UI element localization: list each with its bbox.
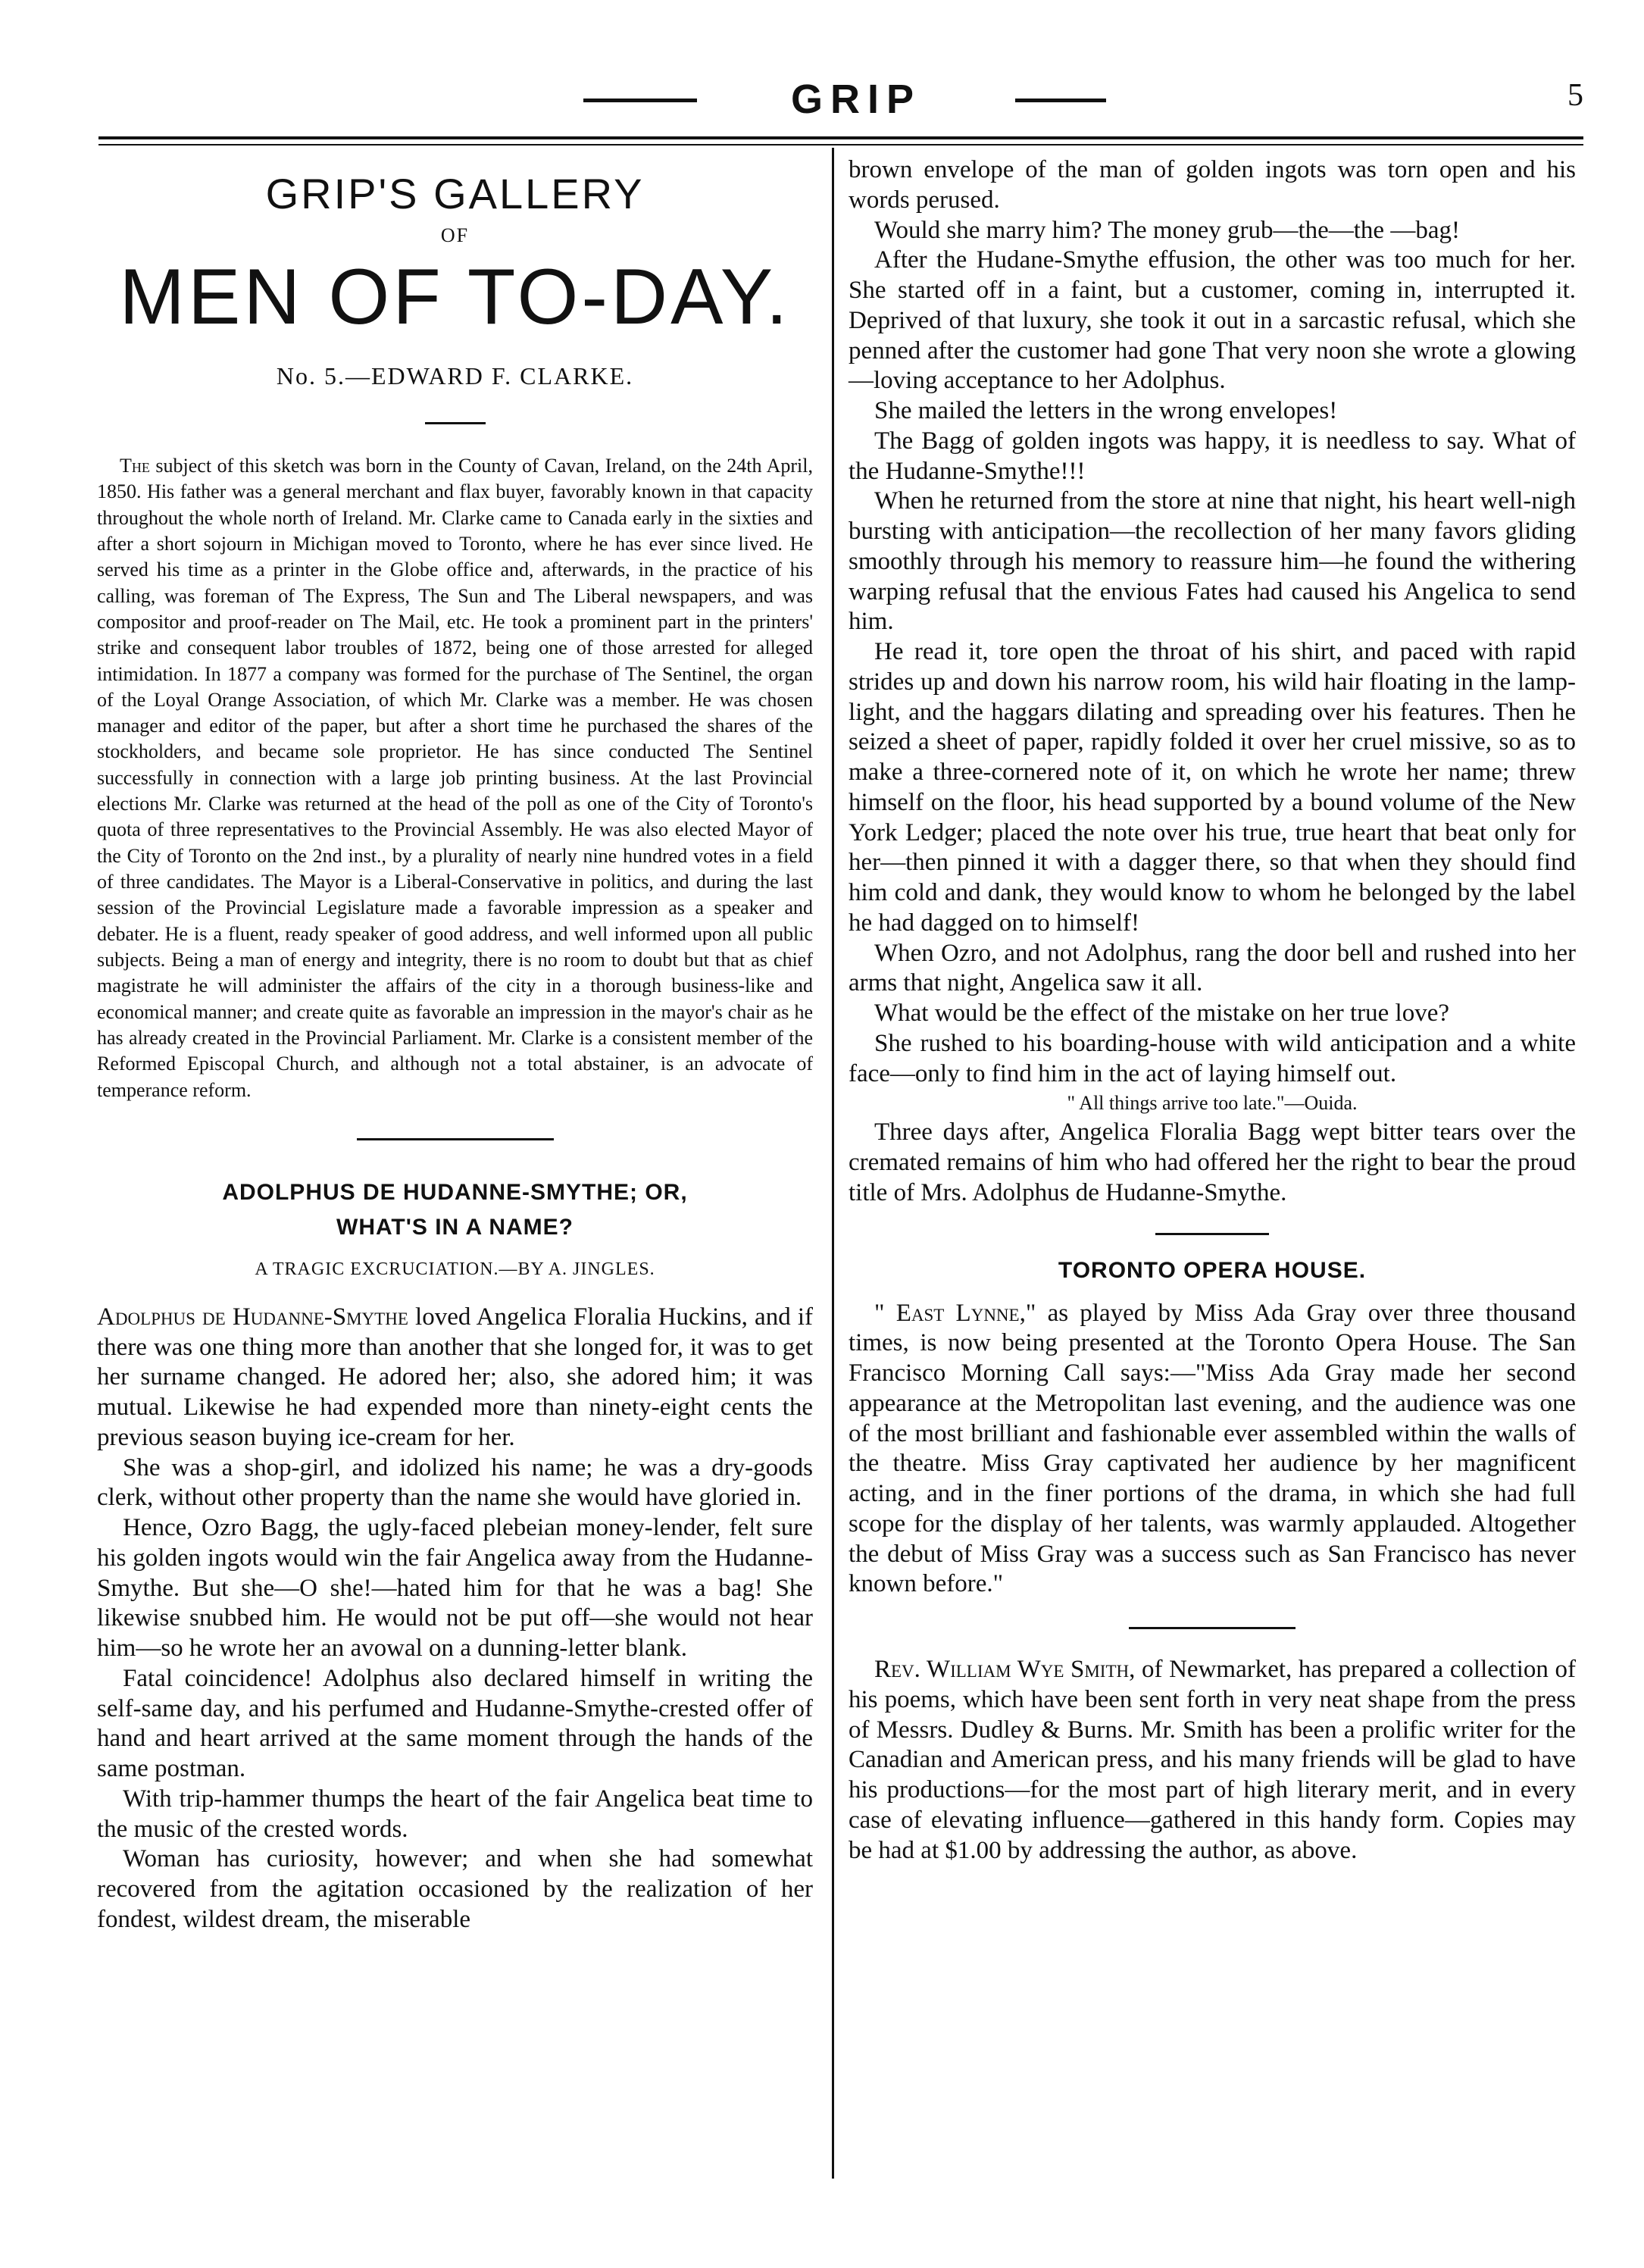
smith-text: of Newmarket, has prepared a collection of his poems, which have been sent forth in very neat shape from the press of Messrs. Dudley & Burns. Mr. Smith has been a prolific writer for the Canadian and American press, and his many friends will be glad to have his productions—for the most part of high literary merit, and in every case of elevating influence—gathered in this handy form. Copies may be had at $1.00 by addressing the author, as above.: [849, 1656, 1576, 1864]
story-paragraph: She was a shop-girl, and idolized his name; he was a dry-goods clerk, without other property than the name she would have gloried in.: [97, 1453, 813, 1512]
clarke-sketch: [97, 453, 813, 1103]
clarke-text: subject of this sketch was born in the County of Cavan, Ireland, on the 24th April, 1850. His father was a general merchant and flax buyer, favorably known in that capacity throughout the whole north of Ireland. Mr. Clarke came to Canada early in the sixties and after a short sojourn in Michigan moved to Toronto, where he has ever since lived. He served his time as a printer in the Globe office and, afterwards, in the practice of his calling, was foreman of The Express, The Sun and The Liberal newspapers, and was compositor and proof-reader on The Mail, etc. He took a prominent part in the printers' strike and consequent labor troubles of 1872, being one of those arrested for alleged intimidation. In 1877 a company was formed for the purchase of The Sentinel, the organ of the Loyal Orange Association, of which Mr. Clarke was a member. He was chosen manager and editor of the paper, but after a short time he purchased the shares of the stockholders, and became sole proprietor. He has since conducted The Sentinel successfully in connection with a large job printing business. At the last Provincial elections Mr. Clarke was returned at the head of the poll as one of the City of Toronto's quota of three representatives to the Provincial Assembly. He was also elected Mayor of the City of Toronto on the 2nd inst., by a plurality of nearly nine hundred votes in a field of three candidates. The Mayor is a Liberal-Conservative in politics, and during the last session of the Provincial Legislature made a favorable impression as a speaker and debater. He is a fluent, ready speaker of good address, and well informed upon all public subjects. Being a man of energy and integrity, there is no room to doubt but that as chief magistrate he will administer the affairs of the city in a thorough business-like and economical manner; and create quite as favorable an impression in the mayor's chair as he has already created in the Provincial Parliament. Mr. Clarke is a consistent member of the Reformed Episcopal Church, and although not a total abstainer, is an advocate of temperance reform.: [97, 455, 813, 1101]
story-paragraph: Woman has curiosity, however; and when she had somewhat recovered from the agitation occasioned by the realization of her fondest, wildest dream, the miserable: [97, 1845, 813, 1933]
story-subtitle: A TRAGIC EXCRUCIATION.—BY A. JINGLES.: [255, 1259, 655, 1279]
section-rule: [1129, 1627, 1296, 1629]
story-text: loved Angelica Floralia Huckins, and if there was one thing more than another that she longed for, it was to get her surname changed. He adored her; also, she adored him; it was mutual. Likewise he had expended more than ninety-eight cents the previous season buying ice-cream for her.: [97, 1303, 814, 1451]
story-title-line2: WHAT'S IN A NAME?: [336, 1215, 574, 1240]
story-paragraph: He read it, tore open the throat of his shirt, and paced with rapid strides up and down his narrow room, his wild hair floating in the lamp-light, and the haggars dilating and spreading over his features. Then he seized a sheet of paper, rapidly folded it over her cruel missive, so as to make a three-cornered note of it, on which he wrote her name; threw himself on the floor, his head supported by a bound volume of the New York Ledger; placed the note over his true, true heart that beat only for her—then pinned it with a dagger there, so that when they should find him cold and dank, they would know to whom he belonged by the label he had dagged on to himself!: [849, 638, 1576, 937]
story-paragraph: With trip-hammer thumps the heart of the fair Angelica beat time to the music of the crested words.: [97, 1785, 813, 1843]
story-paragraph: brown envelope of the man of golden ingots was torn open and his words perused.: [849, 156, 1576, 214]
opera-lead: " East Lynne,": [874, 1299, 1036, 1327]
header-rule: [98, 136, 1583, 139]
column-divider: [832, 148, 834, 2179]
story-paragraph: What would be the effect of the mistake on her true love?: [874, 999, 1450, 1027]
left-column: [97, 155, 813, 1935]
story-lead: Adolphus de Hudanne-Smythe: [97, 1303, 408, 1331]
story-paragraph: Fatal coincidence! Adolphus also declared himself in writing the self-same day, and his perfumed and Hudanne-Smythe-crested offer of hand and heart arrived at the same moment through the hands of the same postman.: [97, 1664, 813, 1783]
smith-paragraph: [849, 1655, 1576, 1866]
story-title: [97, 1175, 813, 1246]
page-header: [98, 76, 1583, 129]
header-ornament-right: [1015, 99, 1106, 102]
story-paragraph: Three days after, Angelica Floralia Bagg wept bitter tears over the cremated remains of him who had offered her the right to bear the proud title of Mrs. Adolphus de Hudanne-Smythe.: [849, 1118, 1576, 1206]
gallery-subject: No. 5.—EDWARD F. CLARKE.: [276, 362, 634, 389]
story-title-line1: ADOLPHUS DE HUDANNE-SMYTHE; OR,: [222, 1179, 688, 1205]
story-paragraph: She mailed the letters in the wrong envelopes!: [874, 397, 1338, 424]
story-paragraph: After the Hudane-Smythe effusion, the other was too much for her. She started off in a faint, but a customer, coming in, interrupted it. Deprived of that luxury, she took it out in a sarcastic refusal, which she penned after the customer had gone That very noon she wrote a glowing—loving acceptance to her Adolphus.: [849, 246, 1576, 395]
story-paragraph: She rushed to his boarding-house with wild anticipation and a white face—only to find him in the act of laying himself out.: [849, 1029, 1576, 1087]
story-paragraph: The Bagg of golden ingots was happy, it is needless to say. What of the Hudanne-Smythe!!!: [849, 427, 1576, 485]
gallery-heading: GRIP'S GALLERY: [265, 170, 645, 217]
header-rule-thin: [98, 144, 1583, 145]
opera-heading: TORONTO OPERA HOUSE.: [1058, 1257, 1367, 1283]
clarke-lead: The: [120, 455, 150, 477]
section-rule: [425, 422, 486, 424]
story-paragraph: When he returned from the store at nine that night, his heart well-nigh bursting with anticipation—the recollection of her many favors gliding smoothly through his memory to reassure him—he found the withering warping refusal that the envious Fates had caused his Angelica to send him.: [849, 487, 1576, 636]
ouida-quote: " All things arrive too late."—Ouida.: [1067, 1092, 1358, 1115]
page-number: 5: [1567, 78, 1583, 113]
story-paragraph: Would she marry him? The money grub—the—the —bag!: [874, 216, 1460, 244]
opera-text: as played by Miss Ada Gray over three thousand times, is now being presented at the Toronto Opera House. The San Francisco Morning Call says:—"Miss Ada Gray made her second appearance at the Metropolitan last evening, and the audience was one of the most brilliant and fashionable ever assembled within the walls of the theatre. Miss Gray captivated her audience by her magnificent acting, and in the finer portions of the drama, in which she had full scope for the display of her talents, was warmly applauded. Altogether the debut of Miss Gray was a success such as San Francisco has never known before.": [849, 1299, 1576, 1598]
gallery-of: OF: [440, 224, 470, 246]
smith-lead: Rev. William Wye Smith,: [874, 1656, 1136, 1683]
masthead-title: GRIP: [790, 77, 922, 122]
gallery-main-title: MEN OF TO-DAY.: [119, 253, 791, 341]
right-column: [849, 155, 1576, 1866]
story-paragraph: When Ozro, and not Adolphus, rang the door bell and rushed into her arms that night, Angelica saw it all.: [849, 939, 1576, 997]
story-paragraph: Hence, Ozro Bagg, the ugly-faced plebeian money-lender, felt sure his golden ingots would win the fair Angelica away from the Hudanne-Smythe. But she—O she!—hated him for that he was a bag! She likewise snubbed him. He would not be put off—she would not hear him—so he wrote her an avowal on a dunning-letter blank.: [97, 1514, 813, 1663]
story-paragraph: [97, 1303, 813, 1453]
section-rule: [1155, 1233, 1269, 1235]
section-rule: [357, 1138, 554, 1140]
opera-paragraph: [849, 1299, 1576, 1600]
